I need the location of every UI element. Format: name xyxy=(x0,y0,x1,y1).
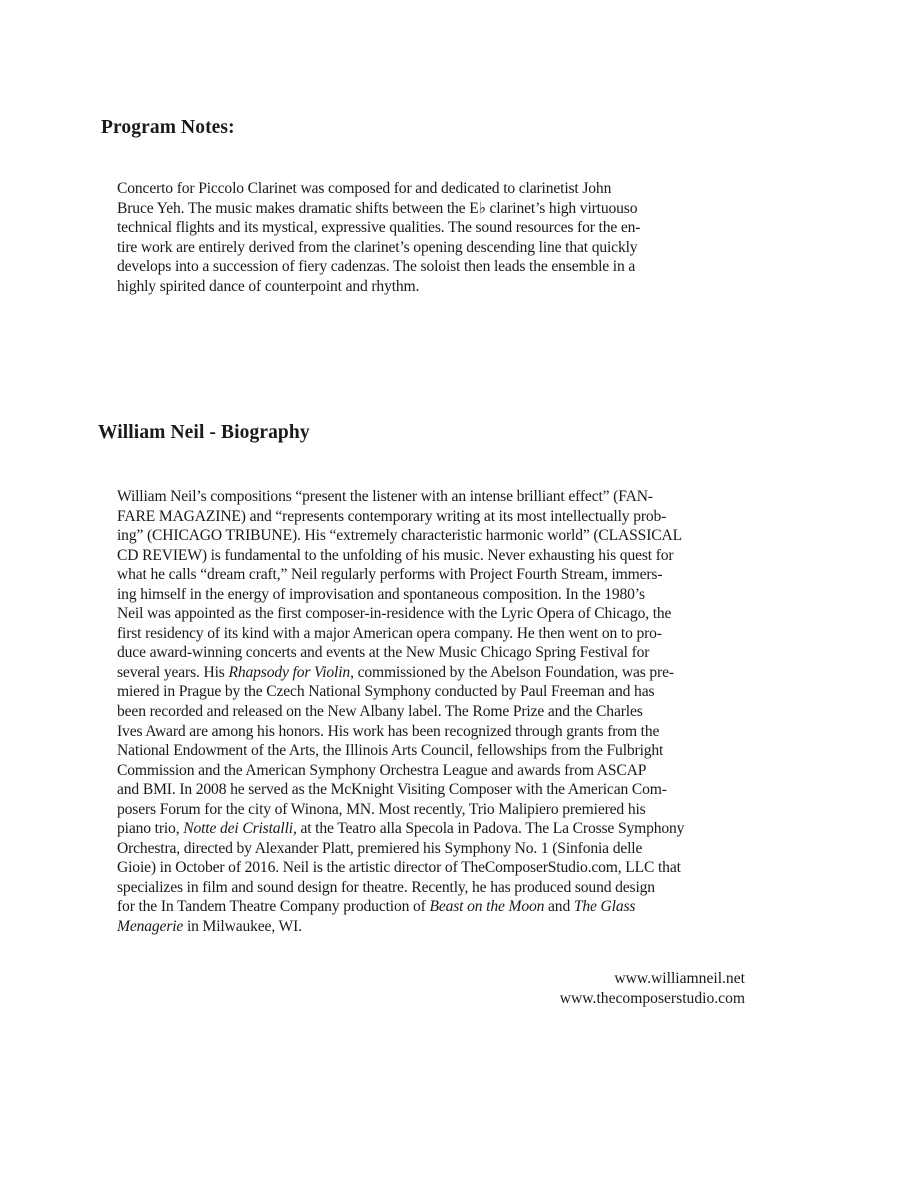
text-run: ing” (CHICAGO TRIBUNE). His “extremely characteristic harmonic world” (CLASSICAL xyxy=(117,527,682,545)
text-run: and xyxy=(544,898,574,916)
text-run: Ives Award are among his honors. His work has been recognized through grants from the xyxy=(117,722,660,740)
italic-title: Rhapsody for Violin xyxy=(228,663,351,681)
text-run: for the In Tandem Theatre Company production of xyxy=(117,898,430,916)
italic-title: The Glass xyxy=(573,898,636,916)
biography-line xyxy=(117,722,797,742)
program-notes-line: highly spirited dance of counterpoint and rhythm. xyxy=(117,277,420,295)
biography-line xyxy=(117,585,797,605)
biography-line xyxy=(117,839,797,859)
text-run: National Endowment of the Arts, the Illinois Arts Council, fellowships from the Fulbright xyxy=(117,742,664,760)
website-link[interactable]: www.williamneil.net xyxy=(614,970,745,987)
program-notes-line: Bruce Yeh. The music makes dramatic shifts between the E♭ clarinet’s high virtuouso xyxy=(117,199,638,217)
text-run: William Neil’s compositions “present the listener with an intense brilliant effect” (FAN- xyxy=(117,488,653,505)
website-links xyxy=(560,969,745,1009)
biography-line xyxy=(117,604,797,624)
text-run: duce award-winning concerts and events at the New Music Chicago Spring Festival for xyxy=(117,644,650,662)
italic-title: Beast on the Moon xyxy=(429,898,545,916)
program-notes-line: develops into a succession of fiery cadenzas. The soloist then leads the ensemble in a xyxy=(117,258,636,276)
text-run: Commission and the American Symphony Orchestra League and awards from ASCAP xyxy=(117,761,647,779)
text-run: Neil was appointed as the first composer-in-residence with the Lyric Opera of Chicago, the xyxy=(117,605,672,623)
biography-paragraph xyxy=(117,487,797,937)
biography-line xyxy=(117,780,797,800)
text-run: ing himself in the energy of improvisation and spontaneous composition. In the 1980’s xyxy=(117,585,645,603)
biography-line xyxy=(117,565,797,585)
program-notes-paragraph xyxy=(117,179,767,296)
text-run: piano trio, xyxy=(117,820,184,838)
biography-line xyxy=(117,761,797,781)
biography-line xyxy=(117,702,797,722)
biography-line xyxy=(117,682,797,702)
biography-line xyxy=(117,878,797,898)
biography-line xyxy=(117,507,797,527)
text-run: been recorded and released on the New Albany label. The Rome Prize and the Charles xyxy=(117,703,643,721)
program-notes-line: tire work are entirely derived from the clarinet’s opening descending line that quickly xyxy=(117,238,638,256)
biography-line xyxy=(117,624,797,644)
text-run: posers Forum for the city of Winona, MN. Most recently, Trio Malipiero premiered his xyxy=(117,800,646,818)
program-notes-line: technical flights and its mystical, expressive qualities. The sound resources for the en- xyxy=(117,219,641,237)
italic-title: Menagerie xyxy=(117,918,184,936)
biography-line xyxy=(117,663,797,683)
biography-heading: William Neil - Biography xyxy=(98,422,310,443)
biography-line xyxy=(117,546,797,566)
italic-title: Notte dei Cristalli xyxy=(183,820,293,838)
biography-line xyxy=(117,917,797,937)
program-notes-line: Concerto for Piccolo Clarinet was composed for and dedicated to clarinetist John xyxy=(117,180,612,197)
text-run: CD REVIEW) is fundamental to the unfolding of his music. Never exhausting his quest for xyxy=(117,546,674,564)
text-run: what he calls “dream craft,” Neil regularly performs with Project Fourth Stream, immers- xyxy=(117,566,663,584)
text-run: and BMI. In 2008 he served as the McKnight Visiting Composer with the American Com- xyxy=(117,781,667,799)
studio-link[interactable]: www.thecomposerstudio.com xyxy=(559,990,745,1007)
text-run: , at the Teatro alla Specola in Padova. The La Crosse Symphony xyxy=(292,820,685,838)
biography-line xyxy=(117,858,797,878)
text-run: FARE MAGAZINE) and “represents contemporary writing at its most intellectually prob- xyxy=(117,507,667,525)
text-run: miered in Prague by the Czech National Symphony conducted by Paul Freeman and has xyxy=(117,683,655,701)
text-run: in Milwaukee, WI. xyxy=(183,918,302,936)
text-run: Orchestra, directed by Alexander Platt, premiered his Symphony No. 1 (Sinfonia delle xyxy=(117,839,643,857)
biography-line xyxy=(117,800,797,820)
biography-line xyxy=(117,487,797,507)
text-run: , commissioned by the Abelson Foundation, was pre- xyxy=(350,663,674,681)
biography-line xyxy=(117,741,797,761)
biography-line xyxy=(117,897,797,917)
biography-line xyxy=(117,526,797,546)
biography-line xyxy=(117,643,797,663)
text-run: first residency of its kind with a major American opera company. He then went on to pro- xyxy=(117,624,662,642)
program-notes-heading: Program Notes: xyxy=(101,117,235,138)
text-run: specializes in film and sound design for theatre. Recently, he has produced sound design xyxy=(117,878,655,896)
text-run: several years. His xyxy=(117,663,229,681)
biography-line xyxy=(117,819,797,839)
text-run: Gioie) in October of 2016. Neil is the artistic director of TheComposerStudio.com, LLC that xyxy=(117,859,681,877)
